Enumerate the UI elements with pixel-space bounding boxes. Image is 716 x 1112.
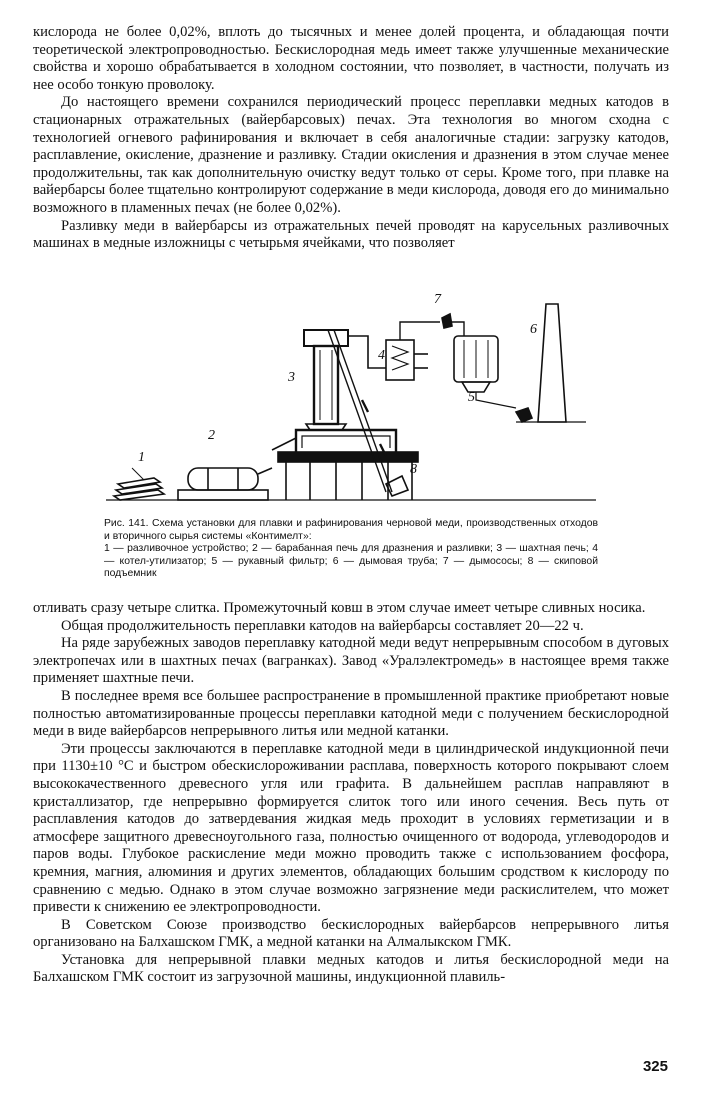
label-8: 8 [410,462,417,477]
bag-filter-shape [454,336,498,392]
top-text [33,24,669,253]
waste-heat-boiler-shape [386,340,428,380]
paragraph: кислорода не более 0,02%, вплоть до тысячных и менее долей процента, и обладающая почти теоретической электропроводностью. Бескислородная медь имеет также улучшенные механические свойства и хорошо обрабатывается в холодном состоянии, что позволяет, в частности, получать из нее особо тонкую проволоку. [33,24,669,93]
bottom-text [33,600,669,987]
label-1: 1 [138,450,145,465]
paragraph: Эти процессы заключаются в переплавке катодной меди в цилиндрической индукционной печи при 1130±10 °С и быстром обескислороживании расплава, поверхность которого покрывают слоем высококачественного древесного угля или графита. В дальнейшем расплав направляют в кристаллизатор, где непрерывно формируется слиток того или иного сечения. Весь путь от расплавления катодов до затвердевания жидкая медь проходит в условиях герметизации и в атмосфере защитного древесноугольного газа, полностью очищенного от водорода, углеводородов и паров воды. Глубокое раскисление меди можно проводить также с использованием фосфора, кремния, магния, алюминия и других элементов, обладающих большим сродством к кислороду по сравнению с медью. Однако в этом случае возможно загрязнение меди раскислителем, что может привести к снижению ее электропроводности. [33,740,669,916]
label-2: 2 [208,428,215,443]
figure-caption [104,518,598,581]
shaft-furnace-shape [304,330,348,430]
label-7: 7 [434,292,441,307]
paragraph: Установка для непрерывной плавки медных катодов и литья бескислородной меди на Балхашском ГМК состоит из загрузочной машины, индукционной плавиль- [33,951,669,986]
paragraph: отливать сразу четыре слитка. Промежуточный ковш в этом случае имеет четыре сливных носика. [33,600,646,616]
paragraph: Разливку меди в вайербарсы из отражательных печей проводят на карусельных разливочных машинах в медные изложницы с четырьмя ячейками, что позволяет [33,217,669,252]
paragraph: В Советском Союзе производство бескислородных вайербарсов непрерывного литья организовано на Балхашском ГМК, а медной катанки на Алмалыкском ГМК. [33,916,669,951]
label-5: 5 [468,390,475,405]
drum-furnace-shape [178,468,272,500]
caption-legend: 1 — разливочное устройство; 2 — барабанная печь для дразнения и разливки; 3 — шахтная печь; 4 — котел-утилизатор; 5 — рукавный фильтр; 6 — дымовая труба; 7 — дымососы; 8 — скиповой подъемник [104,543,598,580]
paragraph: На ряде зарубежных заводов переплавку катодной меди ведут непрерывным способом в дуговых электропечах или в шахтных печах (вагранках). Завод «Уралэлектромедь» в настоящее время также применяет шахтные печи. [33,635,669,687]
caption-title: Рис. 141. Схема установки для плавки и рафинирования черновой меди, производственных отходов и вторичного сырья системы «Контимелт»: [104,518,598,542]
label-3: 3 [288,370,295,385]
label-4: 4 [378,348,385,363]
label-6: 6 [530,322,537,337]
paragraph: В последнее время все большее распространение в промышленной практике приобретают новые полностью автоматизированные процессы переплавки катодной меди с получением бескислородной меди в виде вайербарсов непрерывного литья или медной катанки. [33,687,669,740]
paragraph: До настоящего времени сохранился периодический процесс переплавки медных катодов в стационарных отражательных (вайербарсовых) печах. Эта технология во многом сходна с технологией огневого рафинирования и включает в себя аналогичные стадии: загрузку катодов, расплавление, окисление, дразнение и разливку. Стадии окисления и дразнения в этом случае менее продолжительны, так как дополнительную очистку ведут только от серы. Кроме того, при плавке на вайербарсы более тщательно контролируют содержание в меди кислорода, доводя его до минимально возможного в пламенных печах (не более 0,02%). [33,94,669,216]
page-number: 325 [642,1058,668,1075]
paragraph: Общая продолжительность переплавки катодов на вайербарсы составляет 20—22 ч. [61,617,584,634]
smoke-stack-shape [516,304,586,422]
casting-device-shape [114,468,164,500]
figure-141 [96,288,606,588]
